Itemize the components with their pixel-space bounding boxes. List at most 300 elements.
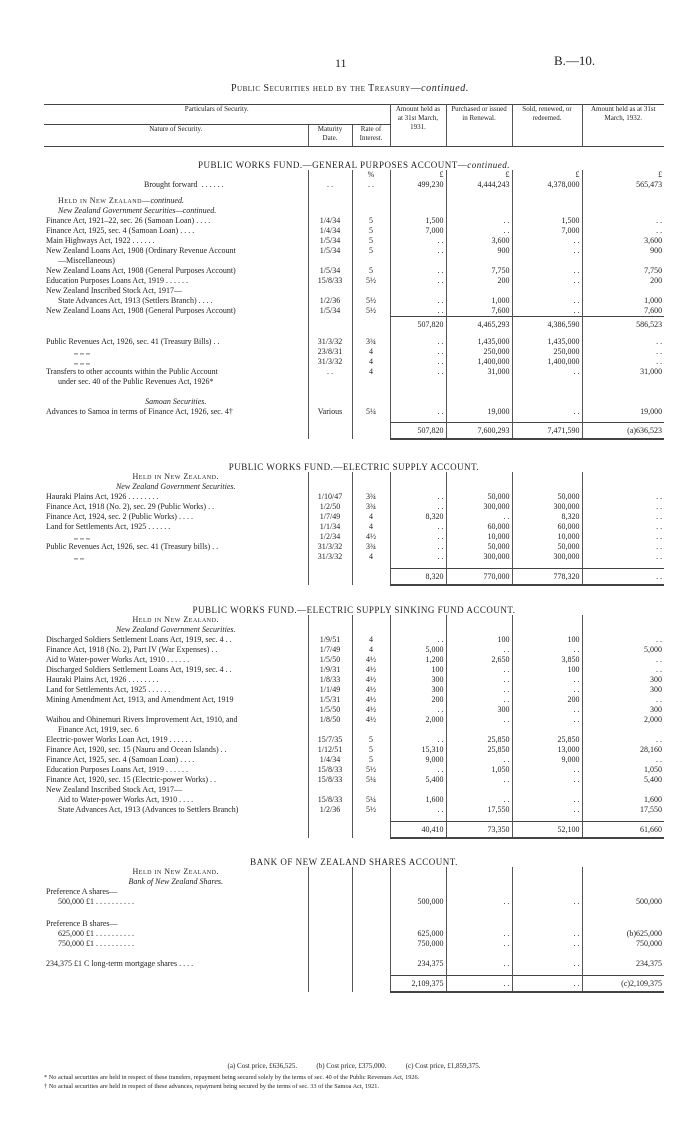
cell-b: 200 [582,276,664,286]
units-row: % £ £ £ £ [44,170,664,180]
cell-p: 1,000 [446,296,512,306]
security-row [44,256,664,266]
cell-s: . . [512,715,582,725]
cell-rate: 5 [352,236,390,246]
cell-a: 5,000 [390,645,446,655]
security-name: ,, ,, ,, [74,346,90,356]
cell-p: 60,000 [446,522,512,532]
security-row [44,675,664,685]
cell-p: . . [446,226,512,236]
cell-p: 1,435,000 [446,337,512,347]
cell-a: 15,310 [390,745,446,755]
footnote-dagger: † No actual securities are held in respect of these advances, repayment being secured by the terms of sec. 33 of the Samoa Act, 1921. [44,1083,380,1090]
cell-mat: 1/5/34 [308,236,352,246]
cell-s: 25,850 [512,735,582,745]
total-row: 507,820 7,600,293 7,471,590 (a)636,523 [44,423,664,440]
security-row [44,645,664,655]
cell-rate: 3¾ [352,542,390,552]
held-heading: Held in New Zealand—continued. [44,196,664,206]
cell-b: . . [582,665,664,675]
security-row [44,266,664,276]
cell-a: . . [390,347,446,357]
security-name: Finance Act, 1918 (No. 2), sec. 29 (Public Works) . . [46,502,215,511]
security-row [44,552,664,562]
cell-rate: 4 [352,635,390,645]
sold-header: Sold, renewed, or redeemed. [512,105,582,147]
cell-mat: 31/3/32 [308,542,352,552]
security-name: Discharged Soldiers Settlement Loans Act, 1919, sec. 4 . . [46,635,232,644]
section-title-electric-supply: PUBLIC WORKS FUND.—ELECTRIC SUPPLY ACCOUNT. [228,462,480,472]
cell-a: 1,200 [390,655,446,665]
cell-b: 5,400 [582,775,664,785]
cell-a: 8,320 [390,512,446,522]
cell-b: 17,550 [582,805,664,815]
cell-mat: 1/10/47 [308,492,352,502]
cell-b: . . [582,502,664,512]
cell-a [390,785,446,795]
security-row [44,705,664,715]
cell-b: 1,000 [582,296,664,306]
cell-p: . . [446,795,512,805]
security-row [44,745,664,755]
cell-s: . . [512,675,582,685]
cell-b: . . [582,492,664,502]
security-row [44,532,664,542]
security-name: State Advances Act, 1913 (Settlers Branch) . . . . [58,296,213,305]
particulars-header: Particulars of Security. [44,105,390,125]
cell-a [390,286,446,296]
cell-rate: 5¼ [352,775,390,785]
cell-mat: 15/8/33 [308,765,352,775]
cell-mat: 1/1/34 [308,522,352,532]
cell-b [582,725,664,735]
security-name: Land for Settlements Act, 1925 . . . . . . [46,685,171,694]
security-name: ,, ,, [74,552,84,561]
cell-mat: 1/2/36 [308,296,352,306]
cell-p [446,785,512,795]
cell-b [582,785,664,795]
page-reference: B.—10. [554,53,596,68]
cell-rate: 4 [352,552,390,562]
cell-b [582,377,664,387]
cell-a [390,256,446,266]
security-row [44,635,664,645]
cell-a: . . [390,357,446,367]
cell-mat: 1/8/50 [308,715,352,725]
cell-s: . . [512,266,582,276]
security-row [44,276,664,286]
security-row [44,236,664,246]
cell-p [446,286,512,296]
samoa-advances-row: Advances to Samoa in terms of Finance Act, 1926, sec. 4† Various 5¼ . . 19,000 . . 19,000 [46,406,663,416]
cell-a: 200 [390,695,446,705]
cell-rate: 5 [352,226,390,236]
cell-p: . . [446,685,512,695]
samoan-heading: Samoan Securities. [44,397,664,407]
cell-s: . . [512,276,582,286]
cell-rate: 5¼ [352,795,390,805]
cell-b: . . [582,542,664,552]
cell-p: 31,000 [446,367,512,377]
cell-p: 300,000 [446,552,512,562]
cell-s: . . [512,685,582,695]
subheading: New Zealand Government Securities. [44,482,664,492]
cell-a: . . [390,635,446,645]
security-name: Finance Act, 1919, sec. 6 [58,725,139,734]
cell-p: 50,000 [446,492,512,502]
security-row [44,755,664,765]
cell-rate: 5½ [352,765,390,775]
total-row: 8,320 770,000 778,320 . . [44,568,664,585]
cell-b: . . [582,216,664,226]
cell-s [512,377,582,387]
cell-b: . . [582,755,664,765]
bank-shares-table [44,857,664,993]
cell-p: . . [446,512,512,522]
cell-mat: 1/5/34 [308,266,352,276]
cell-p: 1,050 [446,765,512,775]
cell-s: . . [512,306,582,317]
cell-rate: 4½ [352,655,390,665]
security-row [44,512,664,522]
cell-rate: 5 [352,745,390,755]
cell-rate: 4 [352,347,390,357]
cell-b: . . [582,552,664,562]
cell-a: 300 [390,675,446,685]
cell-rate: 5½ [352,306,390,317]
cell-b [582,256,664,266]
cell-mat: 1/9/51 [308,635,352,645]
security-name: Education Purposes Loans Act, 1919 . . . . . . [46,765,188,774]
cell-mat: 1/5/34 [308,306,352,317]
cell-p: 7,750 [446,266,512,276]
cell-rate: 5 [352,216,390,226]
security-name: New Zealand Inscribed Stock Act, 1917— [46,785,182,794]
cell-a [390,725,446,735]
cell-rate: 5 [352,755,390,765]
cell-p: . . [446,695,512,705]
cell-mat: 15/8/33 [308,795,352,805]
security-name: State Advances Act, 1913 (Advances to Settlers Branch) [58,805,239,814]
pref-a-row: 500,000 £1 . . . . . . . . . . 500,000 . . . . 500,000 [58,897,663,906]
security-row [44,357,664,367]
cell-a: . . [390,306,446,317]
cell-a: . . [390,276,446,286]
cell-p: 900 [446,246,512,256]
cell-rate: 4½ [352,705,390,715]
cell-p: 1,400,000 [446,357,512,367]
security-row [44,337,664,347]
cell-p: . . [446,675,512,685]
security-name: Finance Act, 1920, sec. 15 (Nauru and Ocean Islands) . . [46,745,227,754]
section-title-sinking-fund: PUBLIC WORKS FUND.—ELECTRIC SUPPLY SINKING FUND ACCOUNT. [192,605,516,615]
cell-mat: 15/8/33 [308,775,352,785]
cell-mat: 31/3/32 [308,552,352,562]
cell-s: 1,435,000 [512,337,582,347]
cell-a: 2,000 [390,715,446,725]
cell-mat: 1/12/51 [308,745,352,755]
cell-b: 7,750 [582,266,664,276]
security-row [44,226,664,236]
cell-mat: 1/8/33 [308,675,352,685]
cell-p: 300 [446,705,512,715]
security-row [44,655,664,665]
cell-a: . . [390,266,446,276]
cell-b: 300 [582,705,664,715]
cell-b: . . [582,226,664,236]
cell-a: 1,600 [390,795,446,805]
cell-p [446,377,512,387]
cell-rate: 4 [352,367,390,377]
cell-s: 13,000 [512,745,582,755]
cell-rate: 4½ [352,715,390,725]
cell-rate: 4½ [352,665,390,675]
security-row [44,492,664,502]
cell-a: . . [390,735,446,745]
subheading: Bank of New Zealand Shares. [44,877,664,887]
cell-rate: 4 [352,645,390,655]
cost-notes: (a) Cost price, £636,525. (b) Cost price, £375,000. (c) Cost price, £1,859,375. [227,1062,481,1070]
cell-s [512,785,582,795]
security-row [44,522,664,532]
rate-header: Rate of Interest. [352,125,390,147]
held-heading: Held in New Zealand. [44,867,664,877]
cell-b: 300 [582,675,664,685]
security-name: Electric-power Works Loan Act, 1919 . . . . . . [46,735,192,744]
security-row [44,775,664,785]
cell-p: 50,000 [446,542,512,552]
security-name: New Zealand Loans Act, 1908 (General Purposes Account) [46,266,236,275]
cell-p: 10,000 [446,532,512,542]
cell-s: 60,000 [512,522,582,532]
security-row [44,685,664,695]
cell-mat [308,256,352,266]
subheading: New Zealand Government Securities—continued. [44,206,664,216]
cell-p: . . [446,665,512,675]
pref-b-heading: Preference B shares— [44,919,664,929]
page-number: 11 [335,56,347,70]
cell-a: . . [390,805,446,815]
cell-s: 300,000 [512,552,582,562]
pref-b-row-1: 625,000 £1 . . . . . . . . . . 625,000 . . . . (b)625,000 [58,929,663,938]
cell-b: . . [582,695,664,705]
cell-s: 1,400,000 [512,357,582,367]
cell-a: . . [390,705,446,715]
security-name: New Zealand Inscribed Stock Act, 1917— [46,286,182,295]
security-name: Main Highways Act, 1922 . . . . . . [46,236,155,245]
security-name: Finance Act, 1924, sec. 2 (Public Works) . . . . [46,512,193,521]
cell-mat: 31/3/32 [308,357,352,367]
cell-p [446,256,512,266]
security-row [44,695,664,705]
cell-rate: 5½ [352,296,390,306]
cell-b: . . [582,532,664,542]
cell-rate: 4½ [352,695,390,705]
security-row [44,306,664,317]
cell-b: . . [582,337,664,347]
cell-s: 50,000 [512,492,582,502]
security-name: Transfers to other accounts within the Public Account [46,366,218,376]
cell-mat: 1/4/34 [308,755,352,765]
security-name [44,705,308,715]
cell-rate [352,286,390,296]
cell-b: 5,000 [582,645,664,655]
security-row [44,367,664,377]
security-name: ,, ,, ,, [74,356,90,366]
cell-a: . . [390,532,446,542]
cell-a: . . [390,492,446,502]
cell-s: 1,500 [512,216,582,226]
cell-b: 900 [582,246,664,256]
security-name: Hauraki Plains Act, 1926 . . . . . . . . [46,492,159,501]
security-row [44,735,664,745]
maturity-header: Maturity Date. [308,125,352,147]
cell-b: 7,600 [582,306,664,317]
cell-s: 7,000 [512,226,582,236]
cell-rate: 5½ [352,276,390,286]
cell-rate: 4½ [352,675,390,685]
security-name: Education Purposes Loans Act, 1919 . . . . . . [46,276,188,285]
security-name: Land for Settlements Act, 1925 . . . . . . [46,522,171,531]
cell-s: . . [512,246,582,256]
security-row [44,502,664,512]
cell-a: 100 [390,665,446,675]
security-name: Waihou and Ohinemuri Rivers Improvement Act, 1910, and [46,715,238,724]
cell-p: 3,600 [446,236,512,246]
security-row [44,216,664,226]
total-row: 2,109,375 . . . . (c)2,109,375 [44,975,664,992]
security-row [44,377,664,387]
cell-a: . . [390,522,446,532]
security-name: —Miscellaneous) [58,256,115,265]
cell-mat: 31/3/32 [308,337,352,347]
document-title [0,84,700,94]
electric-supply-table [44,462,664,586]
cell-b: 1,050 [582,765,664,775]
cell-b: . . [582,357,664,367]
cell-a: . . [390,552,446,562]
cell-s: . . [512,367,582,377]
section-title-bank-shares: BANK OF NEW ZEALAND SHARES ACCOUNT. [250,857,458,867]
cell-mat: 1/1/49 [308,685,352,695]
cell-s: . . [512,795,582,805]
cell-mat [308,377,352,387]
cell-a: . . [390,296,446,306]
cell-p: 250,000 [446,347,512,357]
cell-b: . . [582,522,664,532]
cell-s: . . [512,236,582,246]
security-name: Finance Act, 1925, sec. 4 (Samoan Loan) . . . . [46,755,195,764]
amount-1931-header: Amount held as at 31st March, 1931. [390,105,446,147]
cell-rate: 3¾ [352,337,390,347]
nature-header: Nature of Security. [149,125,203,133]
cell-a: 5,400 [390,775,446,785]
cell-b: . . [582,655,664,665]
cell-mat [308,286,352,296]
cell-mat [308,785,352,795]
cell-mat: 1/2/36 [308,805,352,815]
security-name: Aid to Water-power Works Act, 1910 . . . . . . [46,655,190,664]
cell-a: . . [390,765,446,775]
cell-s: 50,000 [512,542,582,552]
cell-a: . . [390,337,446,347]
cell-p: 100 [446,635,512,645]
purchased-header: Purchased or issued in Renewal. [446,105,512,147]
cell-a: . . [390,246,446,256]
cell-s: . . [512,775,582,785]
security-name: ,, ,, ,, [74,532,90,541]
cell-rate: 4 [352,522,390,532]
cell-mat: 15/8/33 [308,276,352,286]
cell-s: 300,000 [512,502,582,512]
cell-rate: 5 [352,246,390,256]
cell-mat: 1/7/49 [308,645,352,655]
pref-a-heading: Preference A shares— [44,887,664,897]
held-heading: Held in New Zealand. [44,472,664,482]
general-purposes-table [44,160,664,440]
title-main: Public Securities held by the Treasury— [230,83,422,94]
cell-a [390,377,446,387]
cell-b: 31,000 [582,367,664,377]
cell-s [512,725,582,735]
cell-s: 10,000 [512,532,582,542]
security-row [44,795,664,805]
cell-mat: 1/4/34 [308,226,352,236]
security-name: New Zealand Loans Act, 1908 (General Purposes Account) [46,306,236,315]
cell-a: . . [390,367,446,377]
cell-rate: 3¾ [352,492,390,502]
cell-p: . . [446,775,512,785]
cell-s: . . [512,645,582,655]
cell-s: . . [512,296,582,306]
cell-p: 25,850 [446,735,512,745]
cell-b: 300 [582,685,664,695]
cell-a: 1,500 [390,216,446,226]
cell-mat: 23/8/31 [308,347,352,357]
security-row [44,785,664,795]
security-name: Finance Act, 1918 (No. 2), Part IV (War Expenses) . . [46,645,218,654]
security-name: Finance Act, 1921–22, sec. 26 (Samoan Loan) . . . . [46,216,211,225]
security-name: Discharged Soldiers Settlement Loans Act, 1919, sec. 4 . . [46,665,232,674]
security-name: Finance Act, 1920, sec. 15 (Electric-power Works) . . [46,775,217,784]
cell-p: . . [446,645,512,655]
footnotes [44,1062,664,1091]
cell-p: 2,650 [446,655,512,665]
cell-a: 9,000 [390,755,446,765]
cell-s: . . [512,705,582,715]
cell-b [582,286,664,296]
subheading: New Zealand Government Securities. [44,625,664,635]
cell-s: 8,320 [512,512,582,522]
cell-rate: 5 [352,266,390,276]
cell-p: . . [446,216,512,226]
security-row [44,665,664,675]
total-row: 40,410 73,350 52,100 61,660 [44,821,664,838]
security-name: Finance Act, 1925, sec. 4 (Samoan Loan) . . . . [46,226,195,235]
cell-a: 7,000 [390,226,446,236]
security-row [44,296,664,306]
held-heading: Held in New Zealand. [44,615,664,625]
cell-s: . . [512,805,582,815]
cell-rate [352,256,390,266]
cell-mat: 1/5/31 [308,695,352,705]
cell-rate: 3¾ [352,502,390,512]
security-row [44,725,664,735]
cell-mat: . . [308,367,352,377]
cell-p: 200 [446,276,512,286]
security-name: Hauraki Plains Act, 1926 . . . . . . . . [46,675,159,684]
cell-a: . . [390,502,446,512]
